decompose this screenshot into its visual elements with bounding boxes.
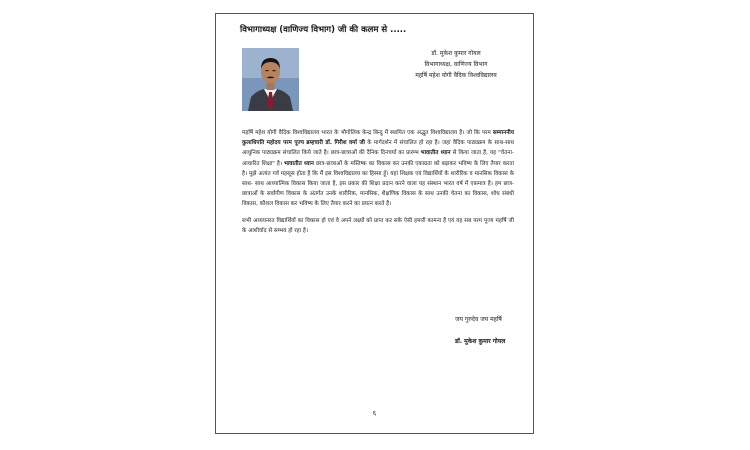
emphasis-text: भावातीत ध्यान: [284, 160, 314, 167]
sender-designation: विभागाध्यक्ष, वाणिज्य विभाग: [424, 61, 488, 68]
closing-block: [455, 309, 505, 353]
portrait-icon: [242, 48, 299, 111]
paragraph-text: से किया जाता है, यह "चेतना-आधारित शिक्षा" है।: [242, 150, 514, 167]
message-paragraph-1: [242, 128, 514, 210]
message-paragraph-2: सभी अध्ययनरत विद्यार्थियों का विकास हो एवं वे अपने लक्ष्यों को प्राप्त कर सके ऐसी हमारी कामना है एवं यह सब परम पूज्य महर्षि जी के आशीर्वाद से सम्भव हो रहा है।: [242, 217, 514, 234]
page-number: ६: [372, 409, 377, 417]
sender-institution: महर्षि महेश योगी वैदिक विश्वविद्यालय: [415, 72, 497, 79]
chancellor-name: सम्माननीय कुलाधिपति महोदय परम पूज्य ब्रम्हचारी डॉ. गिरीश वर्मा जी: [242, 130, 514, 147]
paragraph-text: के मार्गदर्शन में संचालित हो रहा है। जहां वैदिक पाठ्यक्रम के साथ-साथ आधुनिक पाठ्यक्रम संचालित किये जाते है। छात्र-छात्राओं की दैनिक दिनचर्या का प्रारम्भ: [242, 140, 514, 157]
closing-signature: डॉ. मुकेश कुमार गोयल: [455, 338, 506, 345]
document-page: [215, 13, 534, 434]
author-photo: [242, 48, 299, 111]
sender-block: [381, 48, 531, 81]
page-heading: विभागाध्यक्ष (वाणिज्य विभाग) जी की कलम से .....: [240, 25, 407, 35]
paragraph-text: छात्र-छात्राओं के मस्तिष्क का विकास कर उनकी एकाग्रता को बढ़ाकर भविष्य के लिए तैयार करता है। मुझे अत्यंत गर्व महसूस होता है कि मैं इस विश्वविद्यालय का हिस्सा हूँ। यहां शिक्षक एवं विद्यार्थियों के शारीरिक व मानसिक विकास के साथ- साथ आध्यात्मिक विकास किया जाता है, इस प्रकार की शिक्षा प्रदान करने वाला यह संस्थान भारत वर्ष में एकमात्र है। हम छात्र-छात्राओं के सर्वांगीण विकास के अंतर्गत उनके शारीरिक, मानसिक, शैक्षणिक विकास के साथ उनकी चेतना का विकास, शोध संबंधी विकास, कौशल विकास कर भविष्य के लिए तैयार करने का प्रयत्न करते है।: [242, 160, 514, 208]
message-body: [242, 128, 514, 242]
closing-salutation: जय गुरुदेव जय महर्षि: [455, 316, 502, 323]
paragraph-text: महर्षि महेश योगी वैदिक विश्वविद्यालय भारत के भौगोलिक केन्द्र बिन्दु में स्थापित एक अद्भुत विश्वविद्यालय है। जो कि परम: [242, 130, 493, 136]
emphasis-text: भावातीत ध्यान: [420, 150, 451, 157]
sender-name: डॉ. मुकेश कुमार गोयल: [431, 50, 481, 57]
